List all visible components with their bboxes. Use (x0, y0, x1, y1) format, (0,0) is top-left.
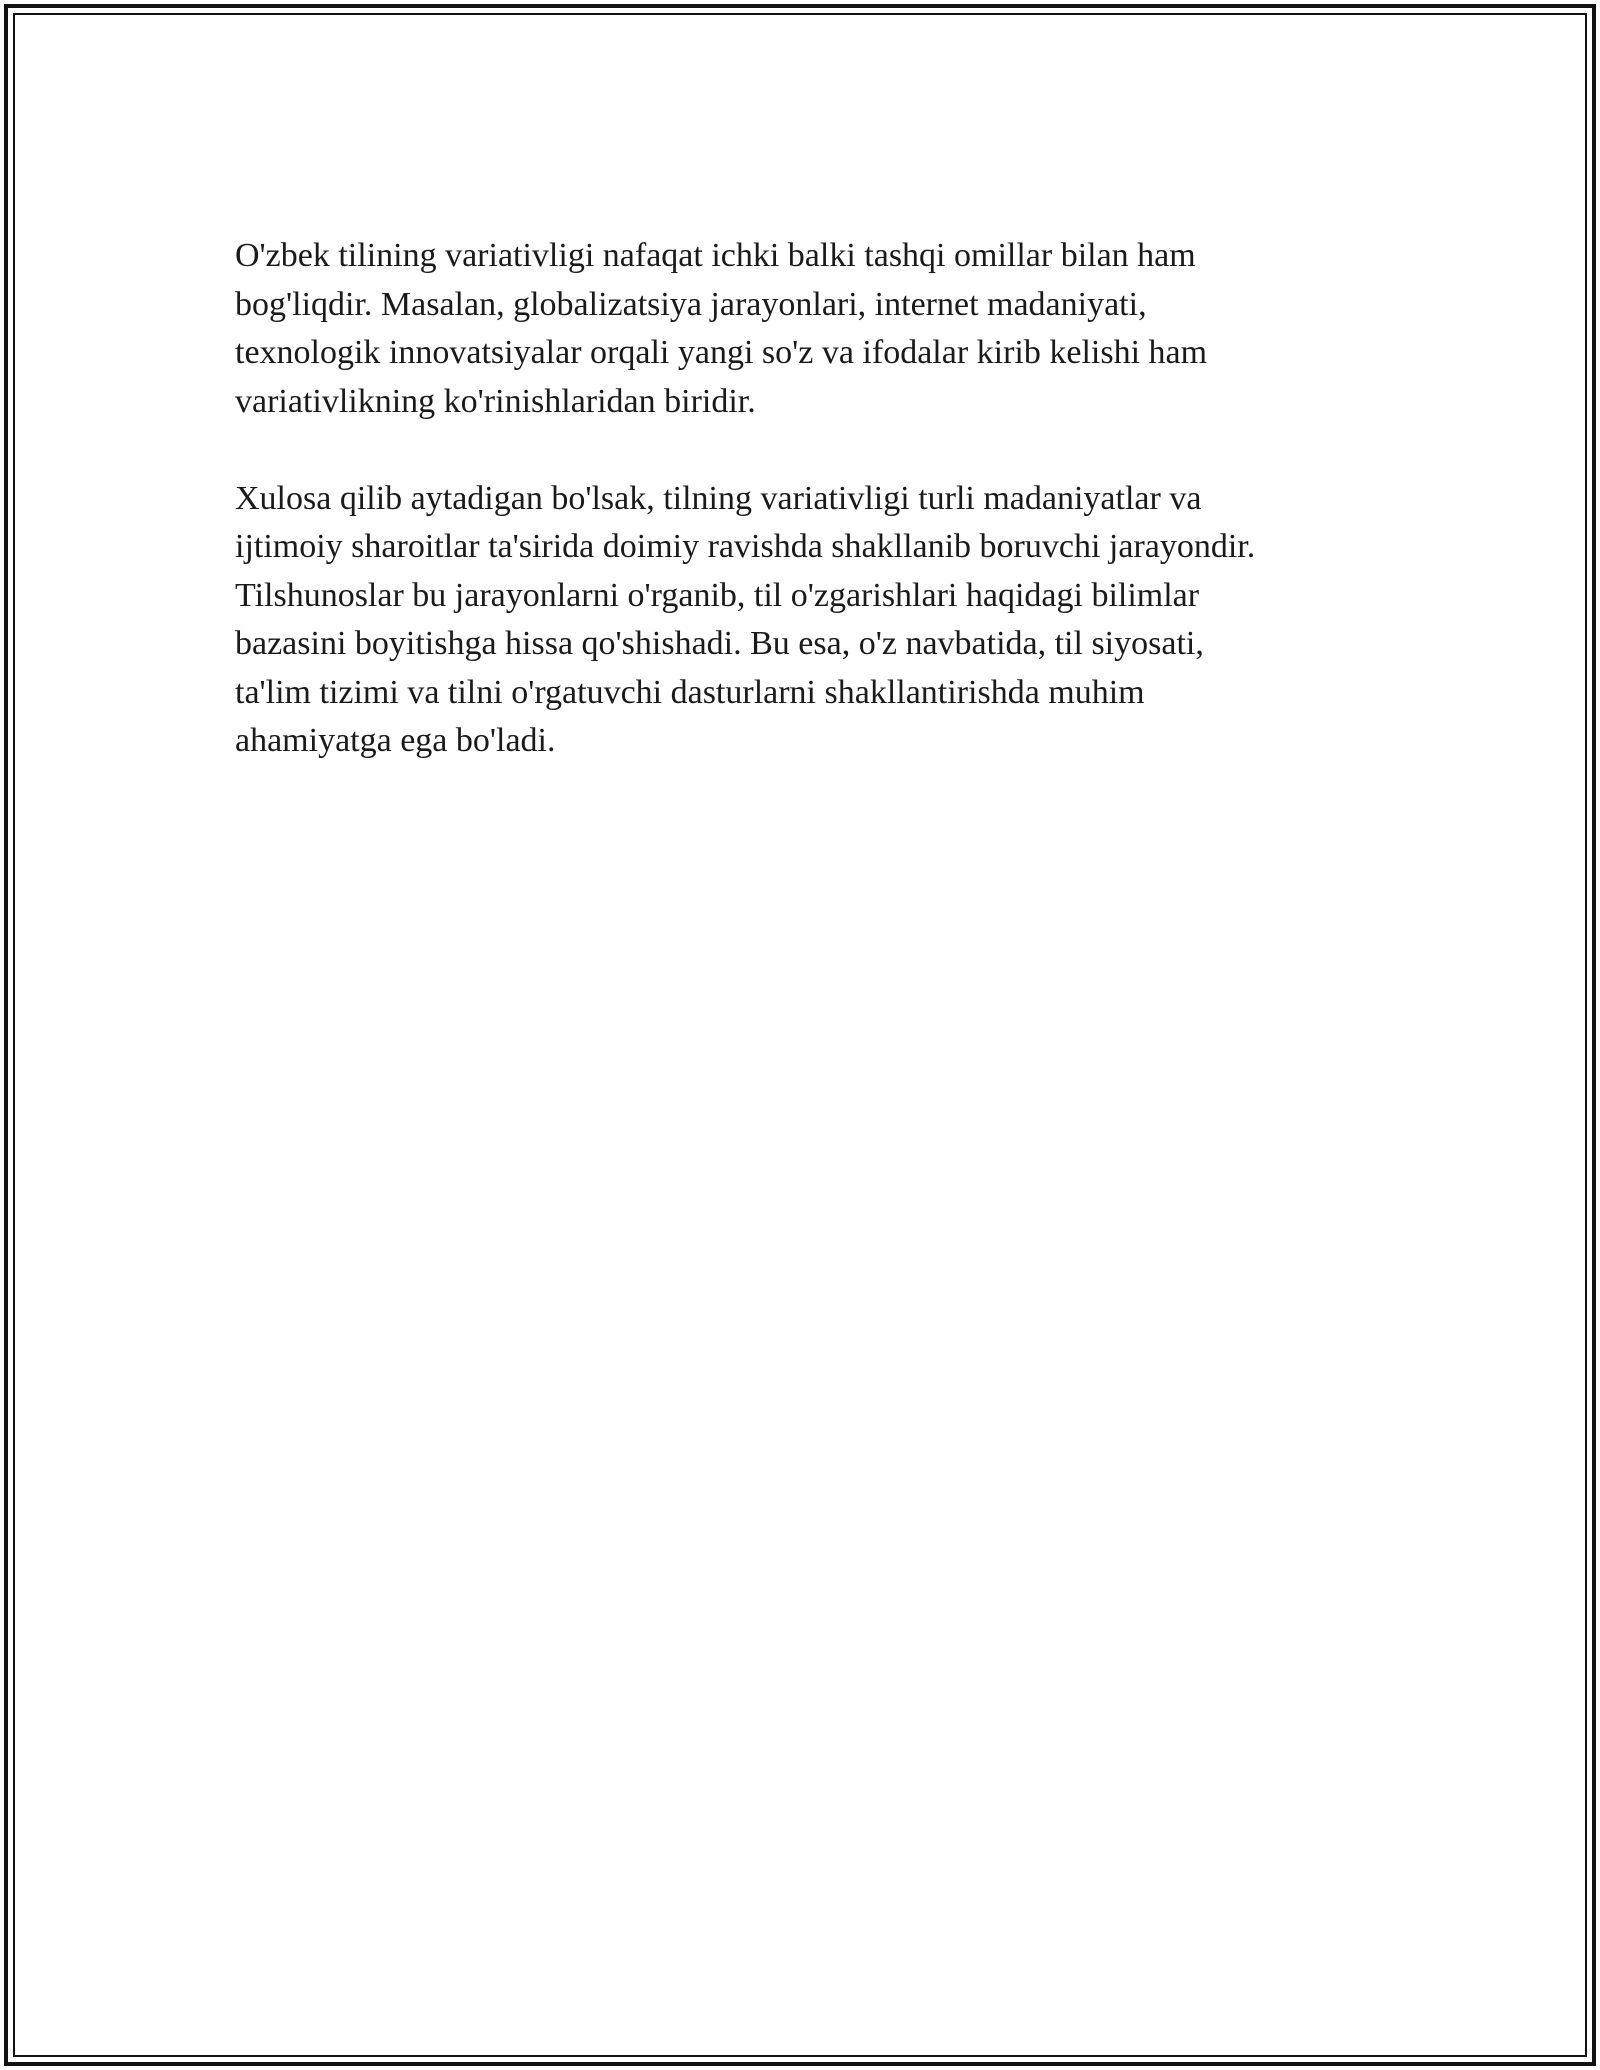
paragraph-variativlik-omillari: O'zbek tilining variativligi nafaqat ichki balki tashqi omillar bilan ham bog'liqdir. Masalan, globalizatsiya jarayonlari, internet madaniyati, texnologik innovatsiyalar orqali yangi so'z va ifodalar kirib kelishi ham variativlikning ko'rinishlaridan biridir. (235, 237, 1208, 420)
document-body (235, 232, 1415, 814)
paragraph-xulosa: Xulosa qilib aytadigan bo'lsak, tilning variativligi turli madaniyatlar va ijtimoiy sharoitlar ta'sirida doimiy ravishda shakllanib boruvchi jarayondir. Tilshunoslar bu jarayonlarni o'rganib, til o'zgarishlari haqidagi bilimlar bazasini boyitishga hissa qo'shishadi. Bu esa, o'z navbatida, til siyosati, ta'lim tizimi va tilni o'rgatuvchi dasturlarni shakllantirishda muhim ahamiyatga ega bo'ladi. (235, 479, 1256, 759)
